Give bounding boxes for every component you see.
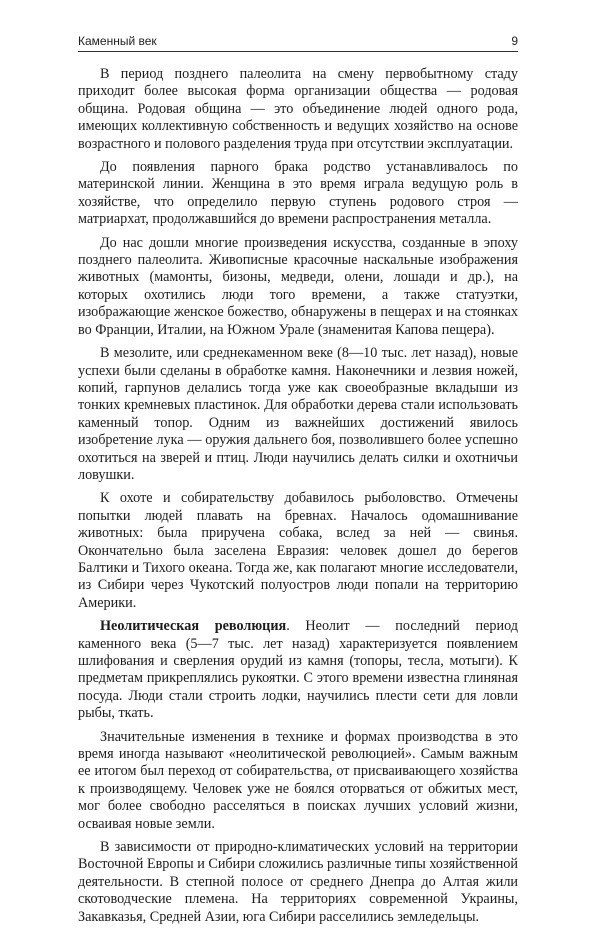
page-number: 9: [511, 34, 518, 48]
section-heading: Неолитическая революция: [100, 618, 287, 635]
paragraph: В мезолите, или среднекаменном веке (8—10 тыс. лет назад), новые успехи были сделаны в обработке камня. Наконечники и лезвия ножей, копий, гарпунов делались тогда уже как своеобразные вкладыши из тонких кремневых пластинок. Для обработки дерева стали использовать каменный топор. Одним из важнейших достижений явилось изобретение лука — оружия дальнего боя, позволившего более успешно охотиться на зверей и птиц. Люди научились делать силки и охотничьи ловушки.: [78, 345, 518, 483]
paragraph: Значительные изменения в технике и формах производства в это время иногда называют «неолитической революцией». Самым важным ее итогом был переход от собирательства, от присваивающего хозяйства к производящему. Человек уже не боялся оторваться от обжитых мест, мог более свободно расселяться в поисках лучших условий жизни, осваивая новые земли.: [78, 728, 518, 832]
paragraph: К охоте и собирательству добавилось рыболовство. Отмечены попытки людей плавать на бревнах. Началось одомашнивание животных: была приручена собака, вслед за ней — свинья. Окончательно была заселена Евразия: человек дошел до берегов Балтики и Тихого океана. Тогда же, как полагают многие исследователи, из Сибири через Чукотский полуостров люди попали на территорию Америки.: [78, 490, 518, 611]
paragraph: В период позднего палеолита на смену первобытному стаду приходит более высокая форма организации общества — родовая община. Родовая община — это объединение людей одного рода, имеющих коллективную собственность и ведущих хозяйство на основе возрастного и полового разделения труда при отсутствии эксплуатации.: [78, 66, 518, 152]
paragraph-text: . Неолит — последний период каменного века (5—7 тыс. лет назад) характеризуется появлением шлифования и сверления орудий из камня (топоры, тесла, мотыги). К предметам прикреплялись рукоятки. С этого времени известна глиняная посуда. Люди стали строить лодки, научились плести сети для ловли рыбы, ткать.: [78, 618, 518, 722]
book-page: [78, 34, 518, 932]
paragraph: [78, 618, 518, 722]
page-body: [78, 66, 518, 926]
chapter-title: Каменный век: [78, 34, 157, 48]
paragraph: До появления парного брака родство устанавливалось по материнской линии. Женщина в это время играла ведущую роль в хозяйстве, что определило первую ступень родового строя — матриархат, продолжавшийся до времени распространения металла.: [78, 159, 518, 228]
paragraph: До нас дошли многие произведения искусства, созданные в эпоху позднего палеолита. Живописные красочные наскальные изображения животных (мамонты, бизоны, медведи, олени, лошади и др.), на которых охотились люди того времени, а также статуэтки, изображающие женское божество, обнаружены в пещерах и на стоянках во Франции, Италии, на Южном Урале (знаменитая Капова пещера).: [78, 234, 518, 338]
paragraph: В зависимости от природно-климатических условий на территории Восточной Европы и Сибири сложились различные типы хозяйственной деятельности. В степной полосе от среднего Днепра до Алтая жили скотоводческие племена. На территориях современной Украины, Закавказья, Средней Азии, юга Сибири расселились земледельцы.: [78, 839, 518, 925]
running-header: [78, 34, 518, 52]
